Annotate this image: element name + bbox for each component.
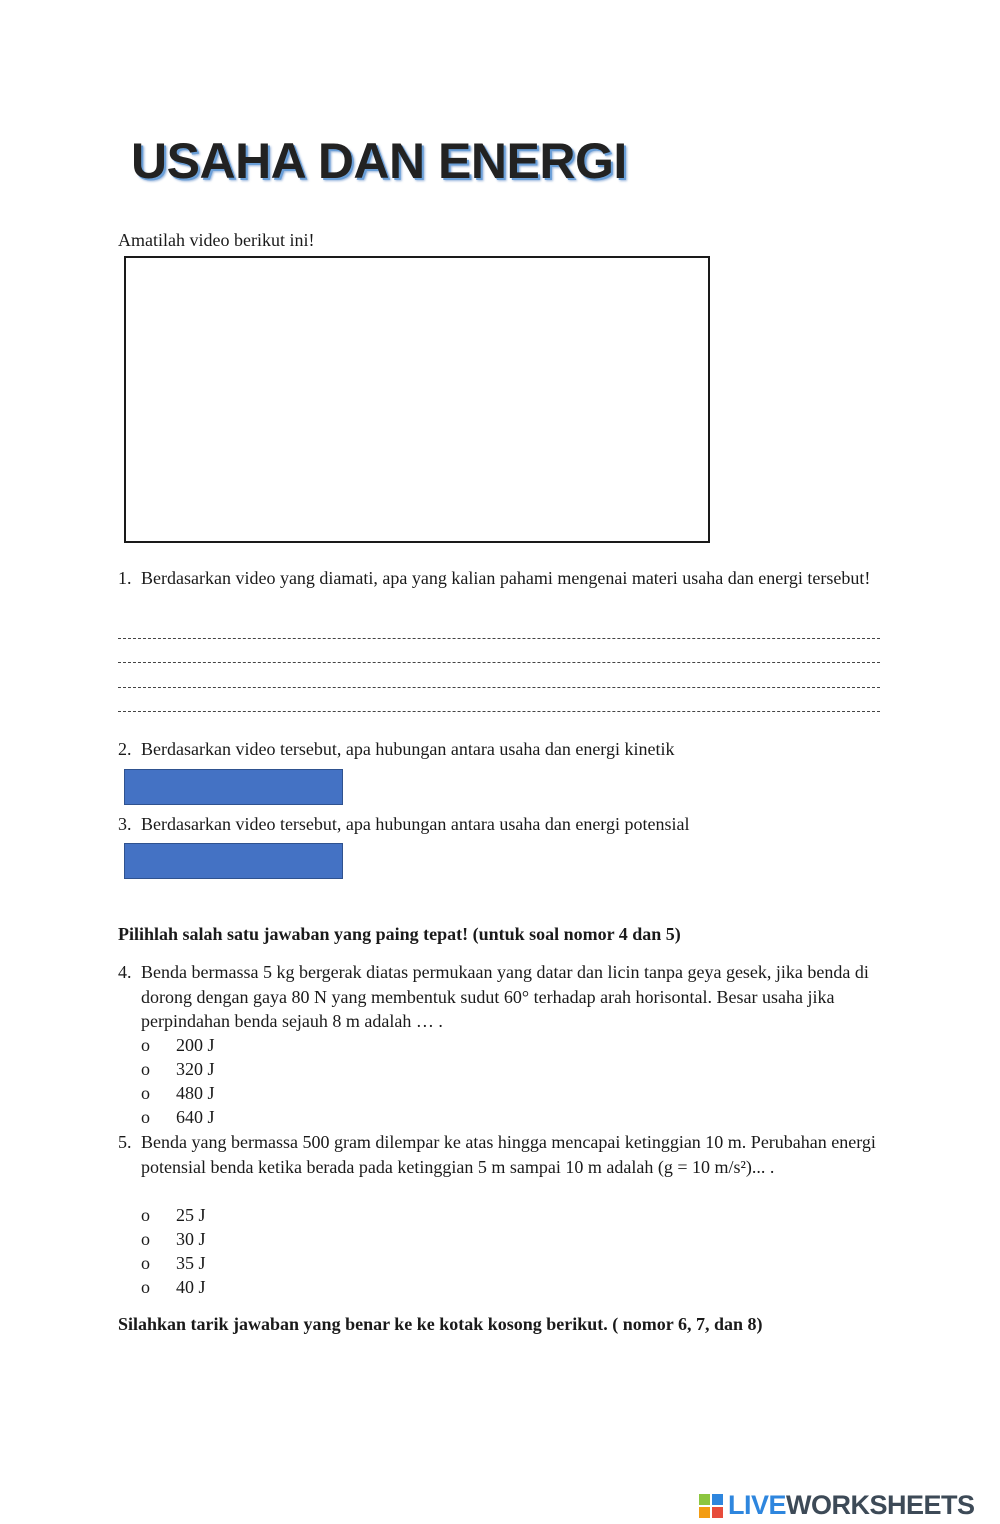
answer-line[interactable] xyxy=(118,687,880,688)
question-number: 5. xyxy=(118,1132,132,1152)
option-q4-a[interactable] xyxy=(0,1033,400,1057)
answer-input-box-2[interactable] xyxy=(124,769,343,805)
option-label: 40 J xyxy=(176,1277,206,1297)
option-q4-d[interactable] xyxy=(0,1105,400,1129)
intro-text: Amatilah video berikut ini! xyxy=(118,230,315,250)
answer-input-box-3[interactable] xyxy=(124,843,343,879)
option-q5-b[interactable] xyxy=(0,1227,400,1251)
logo-text-live: LIVE xyxy=(728,1490,787,1520)
instruction-drag-drop: Silahkan tarik jawaban yang benar ke ke kotak kosong berikut. ( nomor 6, 7, dan 8) xyxy=(118,1314,763,1334)
question-text: Berdasarkan video tersebut, apa hubungan antara usaha dan energi potensial xyxy=(141,814,690,834)
option-label: 200 J xyxy=(176,1035,215,1055)
answer-line[interactable] xyxy=(118,662,880,663)
question-text: Benda yang bermassa 500 gram dilempar ke atas hingga mencapai ketinggian 10 m. Perubahan energi potensial benda ketika berada pada ketinggian 5 m sampai 10 m adalah (g = 10 m/s²)... . xyxy=(141,1132,876,1177)
answer-line[interactable] xyxy=(118,638,880,639)
question-number: 1. xyxy=(118,568,132,588)
question-number: 3. xyxy=(118,814,132,834)
option-label: 30 J xyxy=(176,1229,206,1249)
liveworksheets-logo xyxy=(698,1490,975,1521)
option-q5-d[interactable] xyxy=(0,1275,400,1299)
logo-mark-square xyxy=(711,1506,724,1519)
question-text: Berdasarkan video tersebut, apa hubungan antara usaha dan energi kinetik xyxy=(141,739,675,759)
option-label: 35 J xyxy=(176,1253,206,1273)
option-bullet: o xyxy=(141,1253,150,1273)
logo-mark-square xyxy=(698,1506,711,1519)
option-bullet: o xyxy=(141,1229,150,1249)
option-q4-b[interactable] xyxy=(0,1057,400,1081)
logo-mark-square xyxy=(698,1493,711,1506)
option-bullet: o xyxy=(141,1277,150,1297)
video-placeholder[interactable] xyxy=(124,256,710,543)
question-text: Benda bermassa 5 kg bergerak diatas permukaan yang datar dan licin tanpa geya gesek, jika benda di dorong dengan gaya 80 N yang membentuk sudut 60° terhadap arah horisontal. Besar usaha jika perpindahan benda sejauh 8 m adalah … . xyxy=(141,962,869,1031)
logo-mark-square xyxy=(711,1493,724,1506)
question-text: Berdasarkan video yang diamati, apa yang kalian pahami mengenai materi usaha dan energi tersebut! xyxy=(141,568,871,588)
logo-text xyxy=(728,1490,975,1521)
option-q5-a[interactable] xyxy=(0,1203,400,1227)
page-title: USAHA DAN ENERGI xyxy=(131,133,627,189)
option-label: 640 J xyxy=(176,1107,215,1127)
logo-text-rest: WORKSHEETS xyxy=(786,1490,975,1520)
option-label: 25 J xyxy=(176,1205,206,1225)
option-bullet: o xyxy=(141,1107,150,1127)
option-bullet: o xyxy=(141,1083,150,1103)
answer-line[interactable] xyxy=(118,711,880,712)
option-q5-c[interactable] xyxy=(0,1251,400,1275)
question-number: 2. xyxy=(118,739,132,759)
option-bullet: o xyxy=(141,1205,150,1225)
option-q4-c[interactable] xyxy=(0,1081,400,1105)
option-bullet: o xyxy=(141,1035,150,1055)
option-label: 320 J xyxy=(176,1059,215,1079)
question-number: 4. xyxy=(118,962,132,982)
logo-mark-icon xyxy=(698,1493,724,1519)
instruction-multiple-choice: Pilihlah salah satu jawaban yang paing tepat! (untuk soal nomor 4 dan 5) xyxy=(118,924,681,944)
option-label: 480 J xyxy=(176,1083,215,1103)
option-bullet: o xyxy=(141,1059,150,1079)
